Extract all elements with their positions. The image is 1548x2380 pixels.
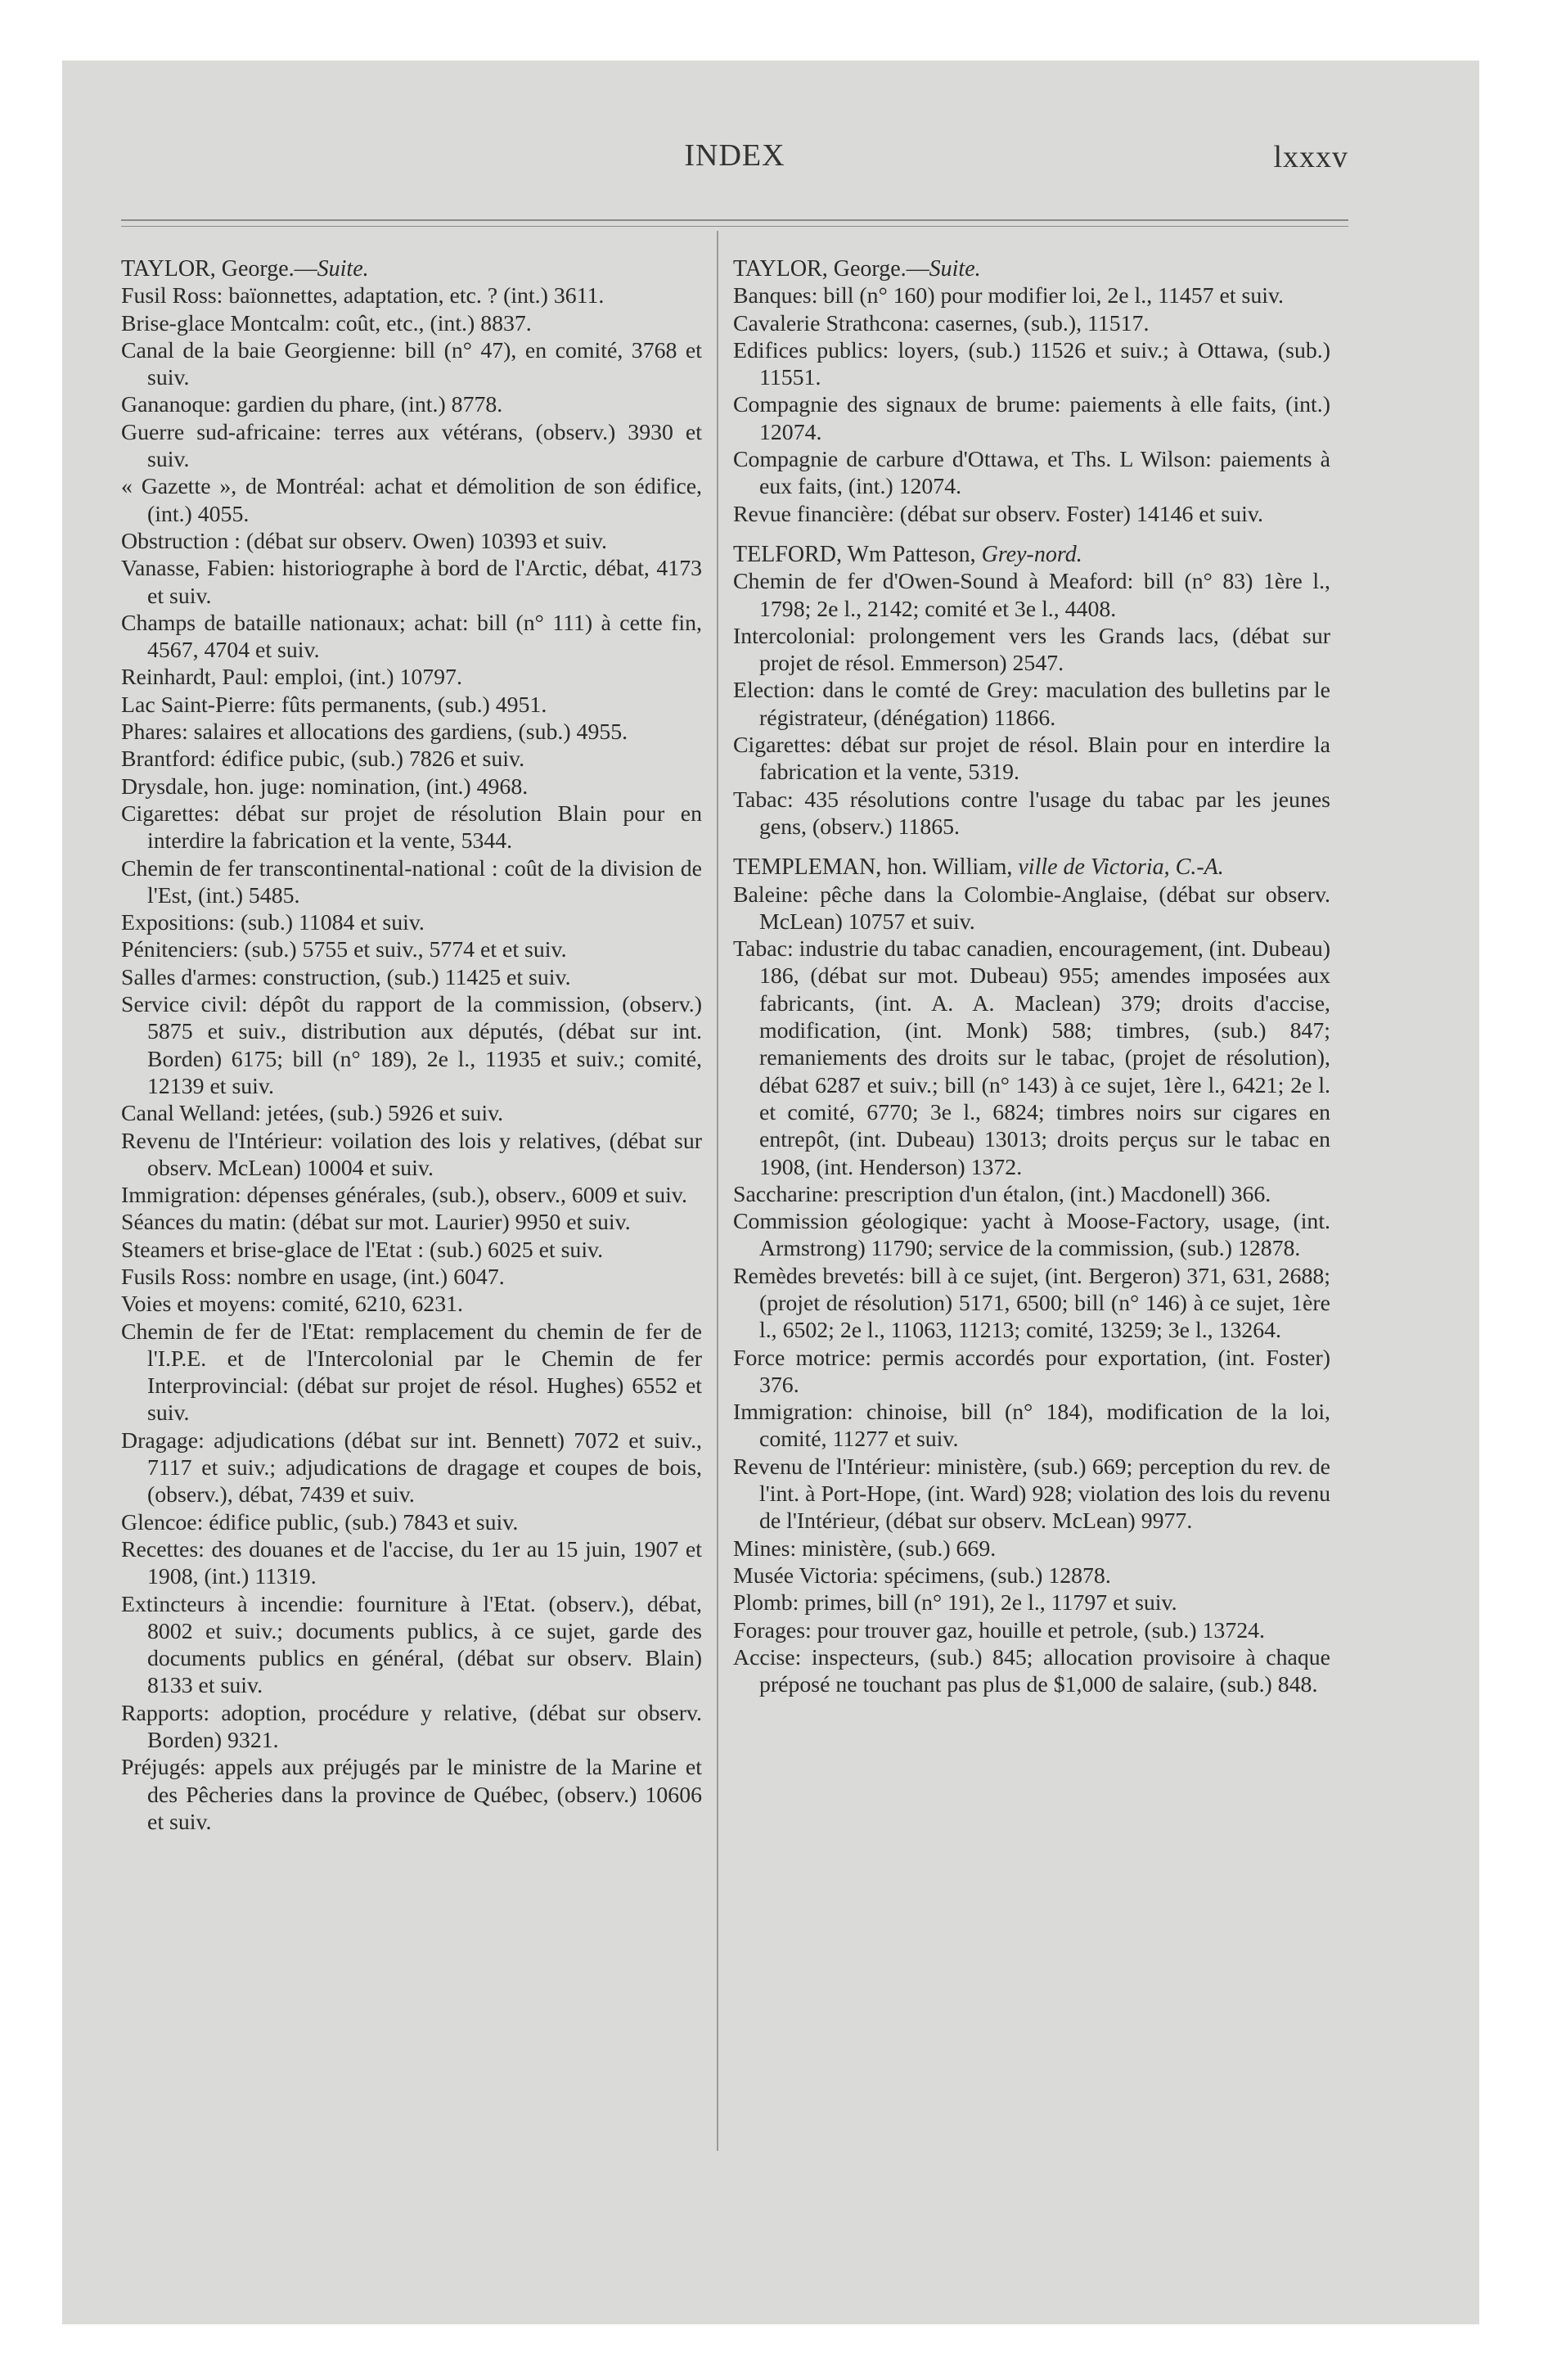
index-entry: Forages: pour trouver gaz, houille et petrole, (sub.) 13724. <box>733 1617 1265 1643</box>
index-entry: Service civil: dépôt du rapport de la commission, (observ.) 5875 et suiv., distribution aux députés, (débat sur int. Borden) 6175; bill (n° 189), 2e l., 11935 et suiv.; comité, 12139 et suiv. <box>121 992 702 1099</box>
index-entry: Vanasse, Fabien: historiographe à bord de l'Arctic, débat, 4173 et suiv. <box>121 556 702 609</box>
index-entry: Lac Saint-Pierre: fûts permanents, (sub.) 4951. <box>121 692 547 718</box>
index-entry: Force motrice: permis accordés pour exportation, (int. Foster) 376. <box>733 1345 1330 1398</box>
index-entry: Guerre sud-africaine: terres aux vétérans, (observ.) 3930 et suiv. <box>121 419 702 473</box>
index-entry: Revue financière: (débat sur observ. Foster) 14146 et suiv. <box>733 501 1263 527</box>
index-entry: Fusil Ross: baïonnettes, adaptation, etc. ? (int.) 3611. <box>121 283 605 309</box>
right-column <box>733 255 1330 1698</box>
index-entry: Reinhardt, Paul: emploi, (int.) 10797. <box>121 665 462 691</box>
index-entry: Mines: ministère, (sub.) 669. <box>733 1535 997 1562</box>
index-entry: Immigration: dépenses générales, (sub.), observ., 6009 et suiv. <box>121 1183 687 1209</box>
index-entry: Recettes: des douanes et de l'accise, du 1er au 15 juin, 1907 et 1908, (int.) 11319. <box>121 1536 702 1590</box>
index-entry: Election: dans le comté de Grey: maculation des bulletins par le régistrateur, (dénégation) 11866. <box>733 678 1330 731</box>
index-entry: Drysdale, hon. juge: nomination, (int.) 4968. <box>121 773 529 800</box>
index-entry: Chemin de fer d'Owen-Sound à Meaford: bill (n° 83) 1ère l., 1798; 2e l., 2142; comité et 3e l., 4408. <box>733 569 1330 622</box>
index-entry: Cigarettes: débat sur projet de résolution Blain pour en interdire la fabrication et la vente, 5344. <box>121 800 702 854</box>
index-entry: Plomb: primes, bill (n° 191), 2e l., 11797 et suiv. <box>733 1590 1177 1616</box>
index-entry: Phares: salaires et allocations des gardiens, (sub.) 4955. <box>121 719 628 746</box>
index-entry: Baleine: pêche dans la Colombie-Anglaise, (débat sur observ. McLean) 10757 et suiv. <box>733 881 1330 935</box>
index-entry: Tabac: industrie du tabac canadien, encouragement, (int. Dubeau) 186, (débat sur mot. Dubeau) 955; amendes imposées aux fabricants, (int. A. A. Maclean) 379; droits d'accise, modification, (int. Monk) 588; timbres, (sub.) 847; remaniements des droits sur le tabac, (projet de résolution), débat 6287 et suiv.; bill (n° 143) à ce sujet, 1ère l., 6421; 2e l. et comité, 6770; 3e l., 6824; timbres noirs sur cigares en entrepôt, (int. Dubeau) 13013; droits perçus sur le tabac en 1908, (int. Henderson) 1372. <box>733 936 1330 1180</box>
index-entry: Champs de bataille nationaux; achat: bill (n° 111) à cette fin, 4567, 4704 et suiv. <box>121 610 702 664</box>
column-divider <box>717 231 718 2151</box>
heading-name: TEMPLEMAN, hon. William, <box>733 854 1019 881</box>
index-entry: Séances du matin: (débat sur mot. Laurier) 9950 et suiv. <box>121 1210 631 1236</box>
index-entry: Obstruction : (débat sur observ. Owen) 10393 et suiv. <box>121 528 607 554</box>
index-entry: Steamers et brise-glace de l'Etat : (sub.) 6025 et suiv. <box>121 1237 604 1263</box>
index-entry: Rapports: adoption, procédure y relative, (débat sur observ. Borden) 9321. <box>121 1700 702 1754</box>
header-rule <box>121 219 1348 221</box>
index-entry: Accise: inspecteurs, (sub.) 845; allocation provisoire à chaque préposé ne touchant pas plus de $1,000 de salaire, (sub.) 848. <box>733 1644 1330 1698</box>
index-entry: Brise-glace Montcalm: coût, etc., (int.) 8837. <box>121 310 532 336</box>
index-entry: Revenu de l'Intérieur: ministère, (sub.) 669; perception du rev. de l'int. à Port-Hope, (int. Ward) 928; violation des lois du revenu de l'Intérieur, (débat sur observ. McLean) 9977. <box>733 1454 1330 1535</box>
index-entry: Cigarettes: débat sur projet de résol. Blain pour en interdire la fabrication et la vente, 5319. <box>733 732 1330 786</box>
page-header <box>121 137 1348 187</box>
heading-suffix: Grey-nord. <box>981 541 1082 567</box>
index-entry: Compagnie de carbure d'Ottawa, et Ths. L Wilson: paiements à eux faits, (int.) 12074. <box>733 447 1330 500</box>
index-entry: Remèdes brevetés: bill à ce sujet, (int. Bergeron) 371, 631, 2688; (projet de résolution) 5171, 6500; bill (n° 146) à ce sujet, 1ère l., 6502; 2e l., 11063, 11213; comité, 13259; 3e l., 13264. <box>733 1263 1330 1344</box>
index-entry: Tabac: 435 résolutions contre l'usage du tabac par les jeunes gens, (observ.) 11865. <box>733 787 1330 840</box>
index-entry: Pénitenciers: (sub.) 5755 et suiv., 5774 et et suiv. <box>121 937 567 963</box>
index-entry: « Gazette », de Montréal: achat et démolition de son édifice, (int.) 4055. <box>121 474 702 527</box>
index-entry: Edifices publics: loyers, (sub.) 11526 et suiv.; à Ottawa, (sub.) 11551. <box>733 337 1330 391</box>
index-entry: Dragage: adjudications (débat sur int. Bennett) 7072 et suiv., 7117 et suiv.; adjudications de dragage et coupes de bois, (observ.), débat, 7439 et suiv. <box>121 1427 702 1508</box>
heading-name: TAYLOR, George.— <box>733 256 929 282</box>
heading-suffix: Suite. <box>929 256 981 282</box>
entry-heading <box>733 255 1330 282</box>
index-entry: Canal Welland: jetées, (sub.) 5926 et suiv. <box>121 1101 504 1127</box>
index-entry: Glencoe: édifice public, (sub.) 7843 et suiv. <box>121 1509 519 1535</box>
heading-suffix: Suite. <box>317 256 369 282</box>
page-title: INDEX <box>684 138 785 173</box>
index-entry: Banques: bill (n° 160) pour modifier loi, 2e l., 11457 et suiv. <box>733 283 1285 309</box>
index-entry: Voies et moyens: comité, 6210, 6231. <box>121 1291 463 1318</box>
index-entry: Fusils Ross: nombre en usage, (int.) 6047. <box>121 1264 505 1290</box>
index-entry: Préjugés: appels aux préjugés par le ministre de la Marine et des Pêcheries dans la province de Québec, (observ.) 10606 et suiv. <box>121 1755 702 1835</box>
entry-heading <box>121 255 702 282</box>
left-column <box>121 255 702 1836</box>
index-entry: Revenu de l'Intérieur: voilation des lois y relatives, (débat sur observ. McLean) 10004 et suiv. <box>121 1128 702 1181</box>
index-entry: Commission géologique: yacht à Moose-Factory, usage, (int. Armstrong) 11790; service de la commission, (sub.) 12878. <box>733 1209 1330 1262</box>
heading-name: TELFORD, Wm Patteson, <box>733 541 982 567</box>
index-entry: Gananoque: gardien du phare, (int.) 8778. <box>121 392 503 418</box>
index-entry: Extincteurs à incendie: fourniture à l'Etat. (observ.), débat, 8002 et suiv.; documents publics, à ce sujet, garde des documents publics en général, (débat sur observ. Blain) 8133 et suiv. <box>121 1591 702 1699</box>
index-entry: Chemin de fer de l'Etat: remplacement du chemin de fer de l'I.P.E. et de l'Intercolonial par le Chemin de fer Interprovincial: (débat sur projet de résol. Hughes) 6552 et suiv. <box>121 1318 702 1427</box>
index-entry: Cavalerie Strathcona: casernes, (sub.), 11517. <box>733 310 1150 336</box>
index-entry: Chemin de fer transcontinental-national : coût de la division de l'Est, (int.) 5485. <box>121 855 702 908</box>
entry-heading <box>733 541 1330 568</box>
index-entry: Saccharine: prescription d'un étalon, (int.) Macdonell) 366. <box>733 1181 1271 1207</box>
index-entry: Canal de la baie Georgienne: bill (n° 47), en comité, 3768 et suiv. <box>121 337 702 391</box>
index-entry: Intercolonial: prolongement vers les Grands lacs, (débat sur projet de résol. Emmerson) 2547. <box>733 623 1330 677</box>
heading-name: TAYLOR, George.— <box>121 256 317 282</box>
header-rule-thin <box>121 226 1348 227</box>
index-entry: Expositions: (sub.) 11084 et suiv. <box>121 910 425 936</box>
index-entry: Salles d'armes: construction, (sub.) 11425 et suiv. <box>121 964 571 990</box>
heading-suffix: ville de Victoria, C.-A. <box>1018 854 1224 881</box>
index-entry: Musée Victoria: spécimens, (sub.) 12878. <box>733 1562 1111 1589</box>
index-entry: Immigration: chinoise, bill (n° 184), modification de la loi, comité, 11277 et suiv. <box>733 1400 1330 1453</box>
index-entry: Brantford: édifice pubic, (sub.) 7826 et suiv. <box>121 746 525 773</box>
page-number: lxxxv <box>1273 140 1348 174</box>
index-entry: Compagnie des signaux de brume: paiements à elle faits, (int.) 12074. <box>733 392 1330 445</box>
entry-heading <box>733 854 1330 881</box>
